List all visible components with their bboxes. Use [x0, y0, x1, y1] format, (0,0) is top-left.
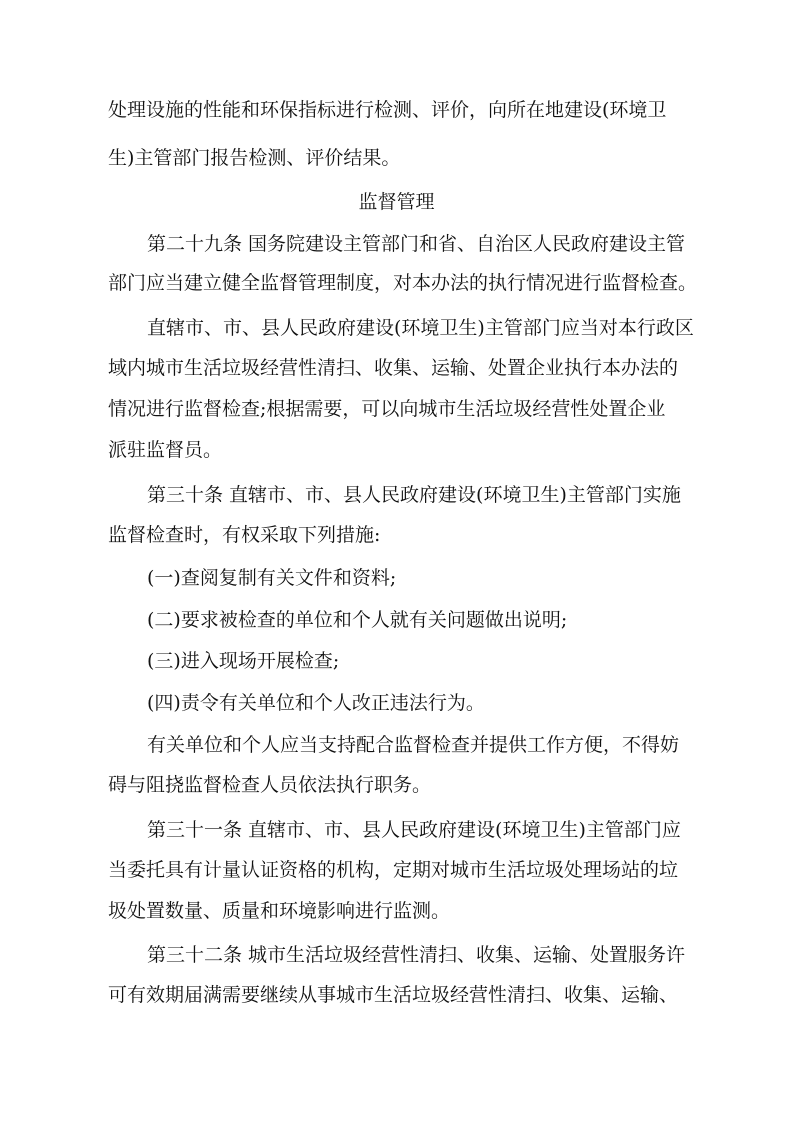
- text-line: 圾处置数量、质量和环境影响进行监测。: [108, 900, 451, 922]
- text-line: (二)要求被检查的单位和个人就有关问题做出说明;: [147, 609, 568, 631]
- text-line: 生)主管部门报告检测、评价结果。: [108, 147, 401, 169]
- text-line: 派驻监督员。: [108, 439, 223, 461]
- text-line: (三)进入现场开展检查;: [147, 650, 340, 672]
- text-line: (四)责令有关单位和个人改正违法行为。: [147, 692, 485, 714]
- text-line: 第三十二条 城市生活垃圾经营性清扫、收集、运输、处置服务许: [147, 944, 686, 966]
- text-line: (一)查阅复制有关文件和资料;: [147, 567, 397, 589]
- text-line: 域内城市生活垃圾经营性清扫、收集、运输、处置企业执行本办法的: [108, 357, 679, 379]
- text-line: 当委托具有计量认证资格的机构，定期对城市生活垃圾处理场站的垃: [108, 859, 679, 881]
- text-line: 直辖市、市、县人民政府建设(环境卫生)主管部门应当对本行政区: [147, 317, 694, 339]
- text-line: 情况进行监督检查;根据需要，可以向城市生活垃圾经营性处置企业: [108, 398, 666, 420]
- text-line: 第三十条 直辖市、市、县人民政府建设(环境卫生)主管部门实施: [147, 484, 681, 506]
- text-line: 第二十九条 国务院建设主管部门和省、自治区人民政府建设主管: [147, 233, 686, 255]
- text-line: 部门应当建立健全监督管理制度，对本办法的执行情况进行监督检查。: [108, 272, 698, 294]
- text-line: 第三十一条 直辖市、市、县人民政府建设(环境卫生)主管部门应: [147, 819, 681, 841]
- text-line: 有关单位和个人应当支持配合监督检查并提供工作方便，不得妨: [147, 734, 680, 756]
- text-line: 处理设施的性能和环保指标进行检测、评价，向所在地建设(环境卫: [108, 99, 667, 121]
- text-line: 可有效期届满需要继续从事城市生活垃圾经营性清扫、收集、运输、: [108, 984, 679, 1006]
- section-heading: 监督管理: [358, 191, 435, 213]
- text-line: 碍与阻挠监督检查人员依法执行职务。: [108, 774, 432, 796]
- text-line: 监督检查时，有权采取下列措施:: [108, 524, 381, 546]
